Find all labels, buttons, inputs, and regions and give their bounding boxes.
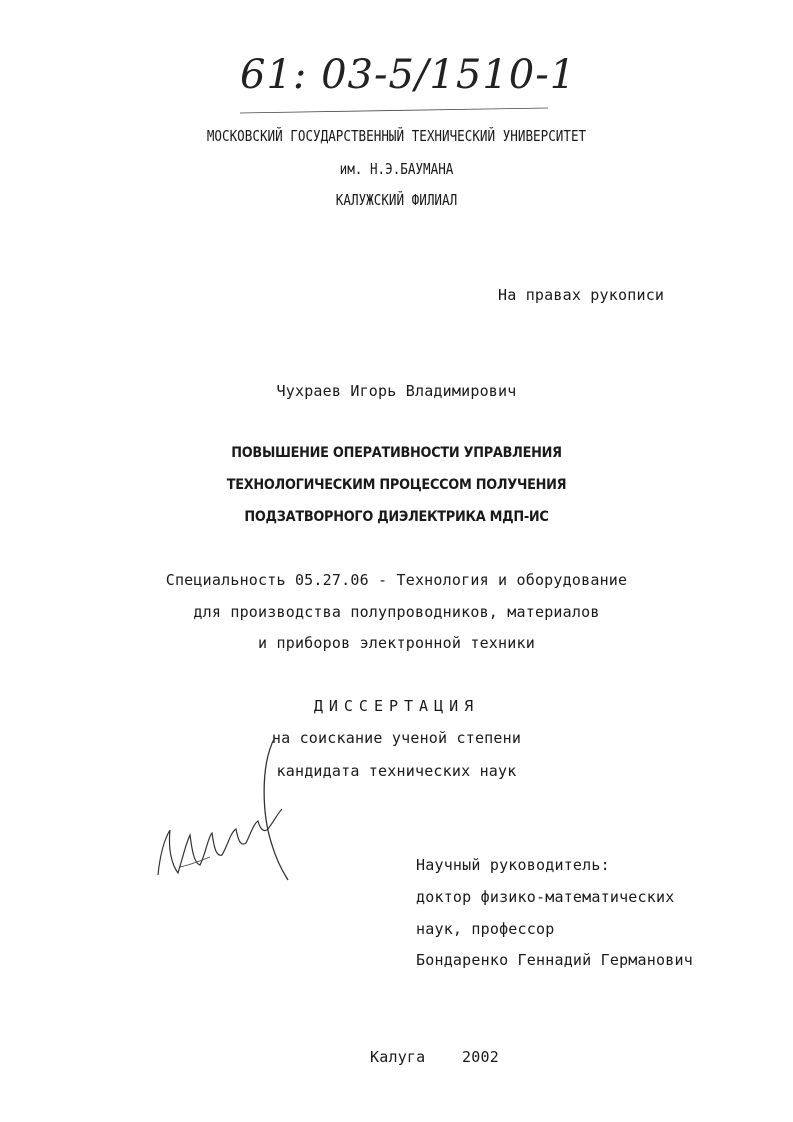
degree-line-2: кандидата технических наук: [276, 762, 517, 780]
dissertation-label: ДИССЕРТАЦИЯ: [313, 697, 480, 715]
stamp-underline: [238, 58, 558, 118]
university-named-after: им. Н.Э.БАУМАНА: [339, 160, 454, 178]
stamp-number: 61: 03-5/1510-1: [240, 52, 577, 98]
title-line-2: ТЕХНОЛОГИЧЕСКИМ ПРОЦЕССОМ ПОЛУЧЕНИЯ: [226, 477, 567, 493]
degree-line-1: на соискание ученой степени: [271, 729, 522, 747]
author-signature: [150, 725, 300, 895]
university-name: МОСКОВСКИЙ ГОСУДАРСТВЕННЫЙ ТЕХНИЧЕСКИЙ УНИВЕРСИТЕТ: [206, 127, 587, 145]
title-line-1: ПОВЫШЕНИЕ ОПЕРАТИВНОСТИ УПРАВЛЕНИЯ: [231, 445, 562, 461]
supervisor-degree: доктор физико-математических: [416, 888, 675, 906]
footer-city: Калуга: [370, 1048, 426, 1066]
author-name: Чухраев Игорь Владимирович: [276, 382, 517, 400]
footer-year: 2002: [462, 1048, 499, 1066]
branch-name: КАЛУЖСКИЙ ФИЛИАЛ: [335, 191, 458, 209]
supervisor-name: Бондаренко Геннадий Германович: [416, 951, 693, 969]
specialty-line-3: и приборов электронной техники: [258, 634, 535, 652]
manuscript-rights: На правах рукописи: [498, 286, 665, 304]
title-line-3: ПОДЗАТВОРНОГО ДИЭЛЕКТРИКА МДП-ИС: [244, 509, 549, 525]
supervisor-heading: Научный руководитель:: [416, 856, 610, 874]
specialty-line-2: для производства полупроводников, материалов: [193, 603, 600, 621]
specialty-line-1: Специальность 05.27.06 - Технология и оборудование: [165, 571, 628, 589]
supervisor-title: наук, профессор: [416, 920, 555, 938]
